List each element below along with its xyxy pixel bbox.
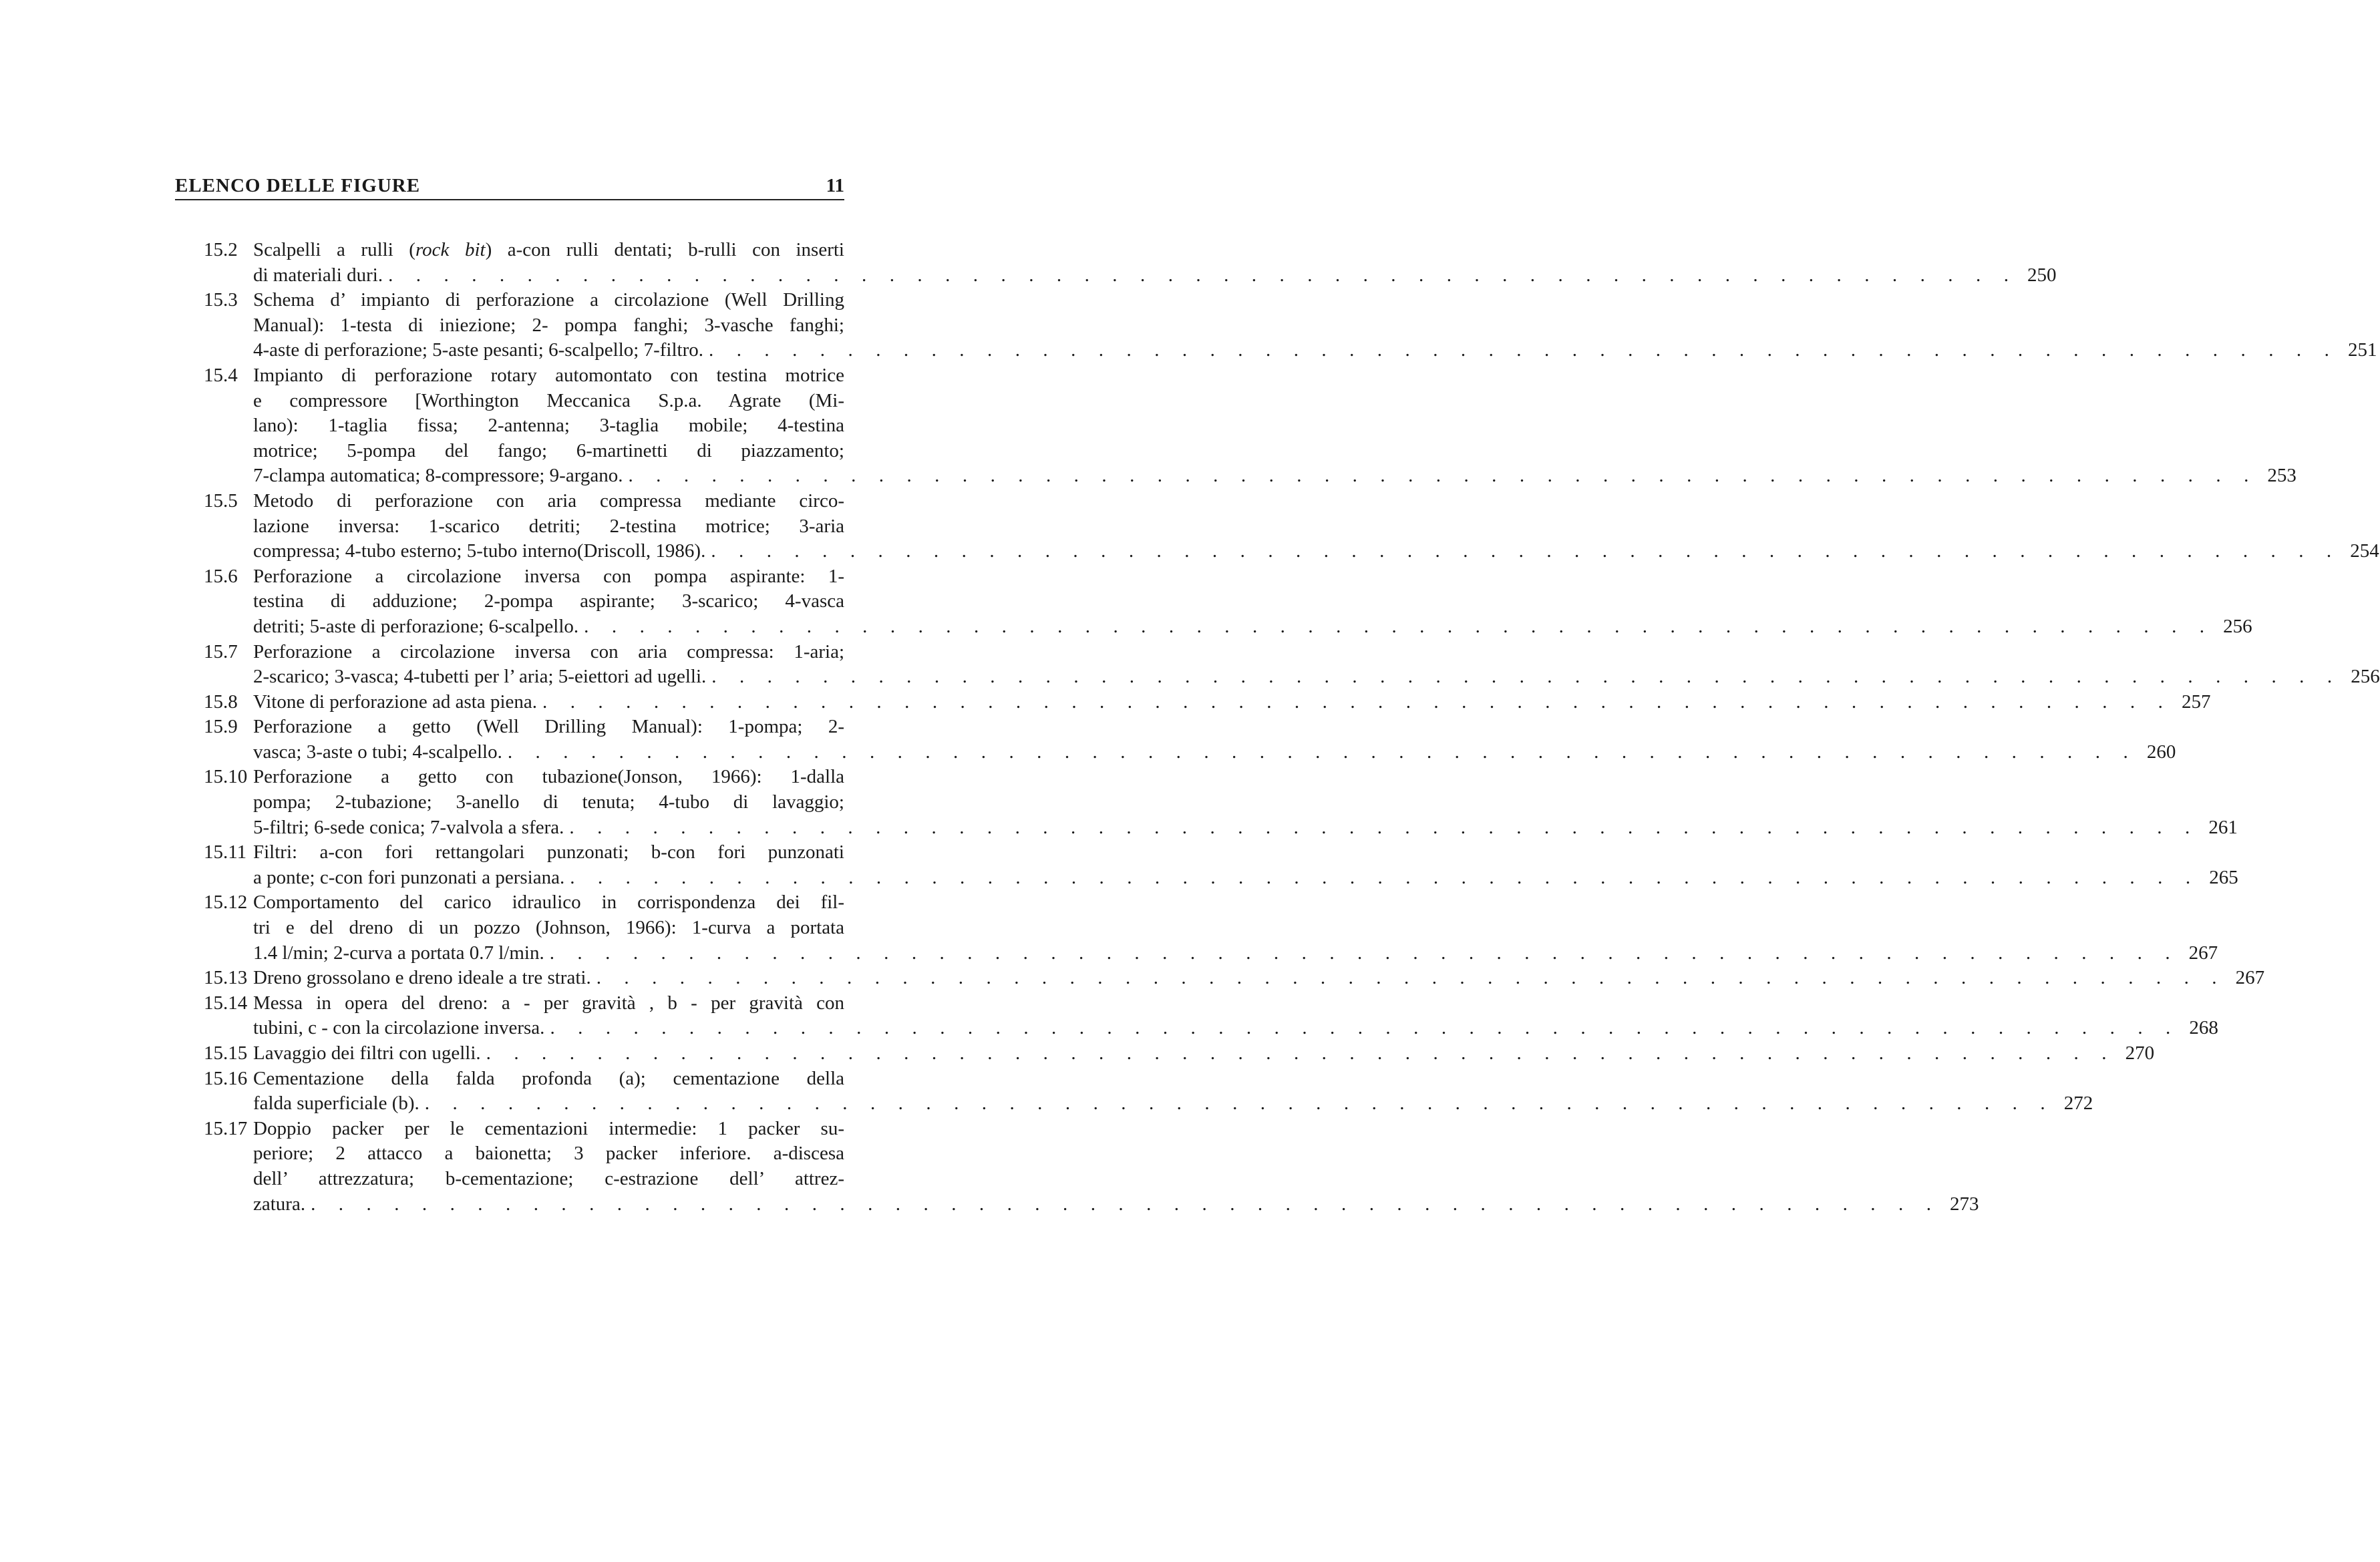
entry-line: Perforazione a circolazione inversa con aria compressa: 1-aria; (253, 640, 844, 662)
dot-leader: . . . . . . . . . . . . . . . . . . . . . . . . . . . . . . . . . . . . . . . . . . . . . . . . . . . . . . . . . . . (311, 1193, 1940, 1215)
figure-number: 15.15 (204, 1042, 248, 1064)
dot-leader: . . . . . . . . . . . . . . . . . . . . . . . . . . . . . . . . . . . . . . . . . . . . . . . . . . . . . . . . . . . (507, 741, 2138, 763)
dot-leader: . . . . . . . . . . . . . . . . . . . . . . . . . . . . . . . . . . . . . . . . . . . . . . . . . . . . . . . . . . . (628, 465, 2258, 487)
page-ref: 261 (2208, 816, 2238, 838)
entry-line: Doppio packer per le cementazioni intermedie: 1 packer su- (253, 1117, 844, 1139)
dot-leader: . . . . . . . . . . . . . . . . . . . . . . . . . . . . . . . . . . . . . . . . . . . . . . . . . . . . . . . . . . . (596, 967, 2226, 989)
figure-entry (204, 966, 2265, 991)
figure-number: 15.16 (204, 1067, 248, 1089)
dot-leader: . . . . . . . . . . . . . . . . . . . . . . . . . . . . . . . . . . . . . . . . . . . . . . . . . . . . . . . . . . . (388, 264, 2018, 286)
entry-last-line: vasca; 3-aste o tubi; 4-scalpello. . . . . . . . . . . . . . . . . . . . . . . . . . . . . . . . . . . . . . . . . . . . . . . . . . . . . . . . . . . . 260 (253, 740, 844, 765)
dot-leader: . . . . . . . . . . . . . . . . . . . . . . . . . . . . . . . . . . . . . . . . . . . . . . . . . . . . . . . . . . . (584, 615, 2214, 637)
page-header (175, 172, 844, 200)
entry-line: e compressore [Worthington Meccanica S.p.a. Agrate (Mi- (253, 389, 844, 411)
entry-last-line: 4-aste di perforazione; 5-aste pesanti; 6-scalpello; 7-filtro. . . . . . . . . . . . . . . . . . . . . . . . . . . . . . . . . . . . . . . . . . . . . . . . . . . . . . . . . . . . 251 (253, 338, 844, 363)
entry-last-line: 5-filtri; 6-sede conica; 7-valvola a sfera. . . . . . . . . . . . . . . . . . . . . . . . . . . . . . . . . . . . . . . . . . . . . . . . . . . . . . . . . . . . 261 (253, 815, 844, 841)
figure-entry (204, 564, 2252, 640)
figure-number: 15.3 (204, 289, 238, 311)
figure-entry (204, 489, 2379, 564)
figure-number: 15.17 (204, 1117, 248, 1139)
entry-last-line: 1.4 l/min; 2-curva a portata 0.7 l/min. . . . . . . . . . . . . . . . . . . . . . . . . . . . . . . . . . . . . . . . . . . . . . . . . . . . . . . . . . . . 267 (253, 941, 844, 966)
figure-number: 15.4 (204, 364, 238, 386)
entry-line: lazione inversa: 1-scarico detriti; 2-testina motrice; 3-aria (253, 515, 844, 537)
figure-entry (204, 1066, 2093, 1117)
figure-number: 15.13 (204, 967, 248, 989)
dot-leader: . . . . . . . . . . . . . . . . . . . . . . . . . . . . . . . . . . . . . . . . . . . . . . . . . . . . . . . . . . . (549, 942, 2180, 964)
figure-entry (204, 1041, 2155, 1066)
entry-line: Filtri: a-con fori rettangolari punzonati; b-con fori punzonati (253, 841, 844, 863)
entry-line: tri e del dreno di un pozzo (Johnson, 1966): 1-curva a portata (253, 917, 844, 939)
figure-entry (204, 715, 2176, 765)
page-ref: 265 (2209, 866, 2238, 888)
dot-leader: . . . . . . . . . . . . . . . . . . . . . . . . . . . . . . . . . . . . . . . . . . . . . . . . . . . . . . . . . . . (709, 339, 2339, 361)
entry-line: motrice; 5-pompa del fango; 6-martinetti di piazzamento; (253, 439, 844, 461)
page-ref: 273 (1950, 1193, 1979, 1215)
page-ref: 250 (2027, 264, 2057, 286)
entry-last-line: 7-clampa automatica; 8-compressore; 9-argano. . . . . . . . . . . . . . . . . . . . . . . . . . . . . . . . . . . . . . . . . . . . . . . . . . . . . . . . . . . . 253 (253, 463, 844, 489)
entry-last-line: tubini, c - con la circolazione inversa. . . . . . . . . . . . . . . . . . . . . . . . . . . . . . . . . . . . . . . . . . . . . . . . . . . . . . . . . . . . 268 (253, 1016, 844, 1041)
figure-entry (204, 690, 2211, 715)
entry-line: Impianto di perforazione rotary automontato con testina motrice (253, 364, 844, 386)
entry-last-line: zatura. . . . . . . . . . . . . . . . . . . . . . . . . . . . . . . . . . . . . . . . . . . . . . . . . . . . . . . . . . . . 273 (253, 1192, 844, 1217)
figure-entry (204, 991, 2218, 1041)
figure-number: 15.7 (204, 640, 238, 662)
figure-number: 15.14 (204, 992, 248, 1014)
figure-number: 15.9 (204, 716, 238, 738)
dot-leader: . . . . . . . . . . . . . . . . . . . . . . . . . . . . . . . . . . . . . . . . . . . . . . . . . . . . . . . . . . . (711, 540, 2341, 562)
dot-leader: . . . . . . . . . . . . . . . . . . . . . . . . . . . . . . . . . . . . . . . . . . . . . . . . . . . . . . . . . . . (570, 866, 2200, 888)
dot-leader: . . . . . . . . . . . . . . . . . . . . . . . . . . . . . . . . . . . . . . . . . . . . . . . . . . . . . . . . . . . (711, 666, 2341, 688)
figure-number: 15.2 (204, 239, 238, 260)
page-ref: 253 (2267, 465, 2297, 487)
entry-line: Metodo di perforazione con aria compressa mediante circo- (253, 490, 844, 512)
figure-number: 15.11 (204, 841, 247, 863)
entry-line: Scalpelli a rulli (rock bit) a-con rulli dentati; b-rulli con inserti (253, 239, 844, 260)
entry-line: Perforazione a getto con tubazione(Jonson, 1966): 1-dalla (253, 766, 844, 788)
figure-entry (204, 1117, 1979, 1217)
page-ref: 260 (2146, 741, 2176, 763)
figure-entry (204, 765, 2238, 840)
entry-line: dell’ attrezzatura; b-cementazione; c-estrazione dell’ attrez- (253, 1167, 844, 1189)
figure-entry (204, 890, 2218, 966)
figure-number: 15.5 (204, 490, 238, 512)
figure-number: 15.10 (204, 766, 248, 788)
figure-entry (204, 288, 2377, 363)
page-ref: 267 (2188, 942, 2218, 964)
entry-line: Manual): 1-testa di iniezione; 2- pompa fanghi; 3-vasche fanghi; (253, 314, 844, 336)
entry-last-line: detriti; 5-aste di perforazione; 6-scalpello. . . . . . . . . . . . . . . . . . . . . . . . . . . . . . . . . . . . . . . . . . . . . . . . . . . . . . . . . . . . 256 (253, 614, 844, 640)
entry-line: Comportamento del carico idraulico in corrispondenza dei fil- (253, 892, 844, 914)
entry-line: periore; 2 attacco a baionetta; 3 packer inferiore. a-discesa (253, 1143, 844, 1165)
page-ref: 256 (2351, 666, 2380, 688)
italic-term: rock bit (415, 239, 486, 260)
entry-last-line: Lavaggio dei filtri con ugelli. . . . . . . . . . . . . . . . . . . . . . . . . . . . . . . . . . . . . . . . . . . . . . . . . . . . . . . . . . . . 270 (253, 1041, 844, 1066)
page-ref: 267 (2235, 967, 2265, 989)
dot-leader: . . . . . . . . . . . . . . . . . . . . . . . . . . . . . . . . . . . . . . . . . . . . . . . . . . . . . . . . . . . (542, 691, 2172, 713)
entry-line: testina di adduzione; 2-pompa aspirante; 3-scarico; 4-vasca (253, 590, 844, 612)
entry-line: Perforazione a getto (Well Drilling Manual): 1-pompa; 2- (253, 716, 844, 738)
entry-last-line: a ponte; c-con fori punzonati a persiana. . . . . . . . . . . . . . . . . . . . . . . . . . . . . . . . . . . . . . . . . . . . . . . . . . . . . . . . . . . . 265 (253, 865, 844, 891)
entry-last-line: 2-scarico; 3-vasca; 4-tubetti per l’ aria; 5-eiettori ad ugelli. . . . . . . . . . . . . . . . . . . . . . . . . . . . . . . . . . . . . . . . . . . . . . . . . . . . . . . . . . . . 256 (253, 664, 844, 690)
page-ref: 254 (2350, 540, 2379, 562)
figure-entry (204, 238, 2057, 288)
page-ref: 268 (2189, 1017, 2218, 1039)
figure-entry (204, 640, 2380, 690)
figure-entry (204, 840, 2238, 890)
figure-number: 15.8 (204, 691, 238, 713)
dot-leader: . . . . . . . . . . . . . . . . . . . . . . . . . . . . . . . . . . . . . . . . . . . . . . . . . . . . . . . . . . . (486, 1042, 2116, 1064)
running-title: ELENCO DELLE FIGURE (175, 175, 421, 196)
entry-line: Messa in opera del dreno: a - per gravità , b - per gravità con (253, 992, 844, 1014)
page-ref: 272 (2063, 1093, 2093, 1115)
entry-last-line: Vitone di perforazione ad asta piena. . . . . . . . . . . . . . . . . . . . . . . . . . . . . . . . . . . . . . . . . . . . . . . . . . . . . . . . . . . . 257 (253, 690, 844, 715)
figure-entry (204, 363, 2297, 489)
page-ref: 256 (2223, 615, 2252, 637)
dot-leader: . . . . . . . . . . . . . . . . . . . . . . . . . . . . . . . . . . . . . . . . . . . . . . . . . . . . . . . . . . . (424, 1093, 2055, 1115)
page-ref: 251 (2347, 339, 2377, 361)
entry-last-line: compressa; 4-tubo esterno; 5-tubo interno(Driscoll, 1986). . . . . . . . . . . . . . . . . . . . . . . . . . . . . . . . . . . . . . . . . . . . . . . . . . . . . . . . . . . . 254 (253, 539, 844, 564)
page-ref: 257 (2181, 691, 2211, 713)
entry-last-line: di materiali duri. . . . . . . . . . . . . . . . . . . . . . . . . . . . . . . . . . . . . . . . . . . . . . . . . . . . . . . . . . . . 250 (253, 263, 844, 288)
figure-number: 15.6 (204, 565, 238, 587)
entry-last-line: Dreno grossolano e dreno ideale a tre strati. . . . . . . . . . . . . . . . . . . . . . . . . . . . . . . . . . . . . . . . . . . . . . . . . . . . . . . . . . . . 267 (253, 966, 844, 991)
entry-line: lano): 1-taglia fissa; 2-antenna; 3-taglia mobile; 4-testina (253, 415, 844, 437)
entry-line: Perforazione a circolazione inversa con pompa aspirante: 1- (253, 565, 844, 587)
page-ref: 270 (2125, 1042, 2155, 1064)
entry-line: Cementazione della falda profonda (a); cementazione della (253, 1067, 844, 1089)
entry-line: Schema d’ impianto di perforazione a circolazione (Well Drilling (253, 289, 844, 311)
entry-line: pompa; 2-tubazione; 3-anello di tenuta; 4-tubo di lavaggio; (253, 791, 844, 813)
dot-leader: . . . . . . . . . . . . . . . . . . . . . . . . . . . . . . . . . . . . . . . . . . . . . . . . . . . . . . . . . . . (550, 1017, 2180, 1039)
entry-last-line: falda superficiale (b). . . . . . . . . . . . . . . . . . . . . . . . . . . . . . . . . . . . . . . . . . . . . . . . . . . . . . . . . . . . 272 (253, 1091, 844, 1117)
list-of-figures (204, 238, 2380, 1217)
figure-number: 15.12 (204, 892, 248, 914)
dot-leader: . . . . . . . . . . . . . . . . . . . . . . . . . . . . . . . . . . . . . . . . . . . . . . . . . . . . . . . . . . . (569, 816, 2199, 838)
page-number: 11 (826, 175, 844, 196)
